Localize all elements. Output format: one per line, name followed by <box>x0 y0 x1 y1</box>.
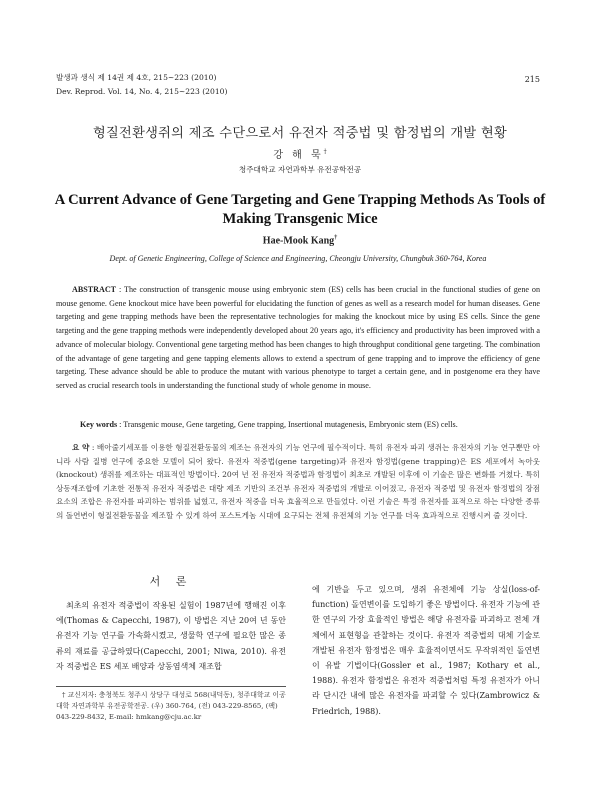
author-mark: † <box>323 148 327 156</box>
affiliation-english: Dept. of Genetic Engineering, College of Science and Engineering, Cheongju University, Chungbuk 360-764, Korea <box>109 254 487 263</box>
author-english <box>0 235 600 246</box>
author-korean <box>0 146 600 161</box>
keywords <box>80 420 540 429</box>
abstract-text: : The construction of transgenic mouse using embryonic stem (ES) cells has been crucial in the functional studies of gene on mouse genome. Gene knockout mice have been powerful for elucidating the function of genes as well as a research model for human diseases. Gene targeting and gene trapping methods have been the representative technologies for making the knockout mice by using ES cells. Since the gene targeting and the gene trapping methods were independently developed about 20 years ago, it's efficiency and productivity has been improved with a advance of molecular biology. Conventional gene targeting method has been changes to high throughput conditional gene targeting. The combination of the advantage of gene targeting and gene tapping elements allows to extend a spectrum of gene trapping and to improve the efficiency of gene targeting. These advance should be able to produce the mutant with various phenotype to target a certain gene, and in postgenome era they have served as crucial research tools in understanding the functional study of whole genome in mouse. <box>56 285 540 390</box>
author-english-name: Hae-Mook Kang <box>262 235 335 247</box>
footnote-divider <box>56 686 286 687</box>
title-korean: 형질전환생쥐의 제조 수단으로서 유전자 적중법 및 함정법의 개발 현황 <box>92 126 508 141</box>
journal-citation-en: Dev. Reprod. Vol. 14, No. 4, 215~223 (2010) <box>56 87 228 96</box>
section-heading-introduction: 서 론 <box>149 575 193 588</box>
abstract-label: ABSTRACT <box>72 285 117 294</box>
intro-left-column: 최초의 유전자 적중법이 작용된 실험이 1987년에 행해진 이후에(Thomas & Capecchi, 1987), 이 방법은 지난 20여 년 동안 유전자 기능 연구를 가속화시켰고, 생물학 연구에 필요한 많은 종류의 재료를 공급하였다(Capecchi, 2001; Niwa, 2010). 유전자 적중법은 ES 세포 배양과 상동염색체 재조합 <box>56 601 286 671</box>
author-korean-name: 강 해 묵 <box>273 150 324 161</box>
affiliation-korean: 청주대학교 자연과학부 유전공학전공 <box>238 165 362 174</box>
keywords-text: : Transgenic mouse, Gene targeting, Gene trapping, Insertional mutagenesis, Embryonic stem (ES) cells. <box>119 420 458 429</box>
footnote: † 교신저자: 충청북도 청주시 상당구 대성로 568(내덕동), 청주대학교 이공대학 자연과학부 유전공학전공. (우) 360-764, (전) 043-229-8565, (팩) 043-229-8432, E-mail: hmkang@cju.ac.kr <box>56 691 286 721</box>
page-number: 215 <box>524 75 540 84</box>
author-english-mark: † <box>334 235 338 241</box>
keywords-label: Key words <box>80 420 118 429</box>
korean-abstract <box>56 441 540 523</box>
abstract <box>56 283 540 393</box>
intro-right-column: 에 기반을 두고 있으며, 생쥐 유전체에 기능 상실(loss-of-function) 돌연변이를 도입하기 좋은 방법이다. 유전자 기능에 관한 연구의 가장 효율적인 방법은 해당 유전자를 파괴하고 전체 개체에서 표현형을 관찰하는 것이다. 유전자 적중법의 대체 기술로 개발된 유전자 함정법은 매우 효율적이면서도 무작위적인 돌연변이 유발 기법이다(Gossler et al., 1987; Kothary et al., 1988). 유전자 함정법은 유전자 적중법처럼 특정 유전자가 아니라 단시간 내에 많은 유전자를 파괴할 수 있다(Zambrowicz & Friedrich, 1988). <box>312 585 540 716</box>
journal-citation-kr: 발생과 생식 제 14권 제 4호, 215~223 (2010) <box>56 73 217 82</box>
title-english: A Current Advance of Gene Targeting and Gene Trapping Methods As Tools of Making Transgenic Mice <box>54 192 546 227</box>
korean-abstract-label: 요 약 <box>72 443 90 452</box>
korean-abstract-text: : 배아줄기세포를 이용한 형질전환동물의 제조는 유전자의 기능 연구에 필수적이다. 특히 유전자 파괴 생쥐는 유전자의 기능 연구뿐만 아니라 사람 질병 연구에 중요한 모델이 되어 왔다. 유전자 적중법(gene targeting)과 유전자 함정법(gene trapping)은 ES 세포에서 녹아웃(knockout) 생쥐를 제조하는 대표적인 방법이다. 20여 년 전 유전자 적중법과 함정법이 최초로 개발된 이후에 이 기술은 많은 변화를 거쳤다. 특히 상동재조합에 기초한 전통적 유전자 적중법은 대량 제조 기반의 조건부 유전자 적중법의 개발로 이어졌고, 유전자 적중법 및 유전자 함정법의 장점 요소의 조합은 유전자를 파괴하는 범위를 넓혔고, 유전자 적중을 더욱 효율적으로 만들었다. 이런 기술은 특정 유전자를 표적으로 하는 다양한 종류의 돌연변이 형질전환동물을 제조할 수 있게 하여 포스트게놈 시대에 요구되는 전체 유전체의 기능 연구를 더욱 효과적으로 진행시켜 줄 것이다. <box>56 443 540 520</box>
